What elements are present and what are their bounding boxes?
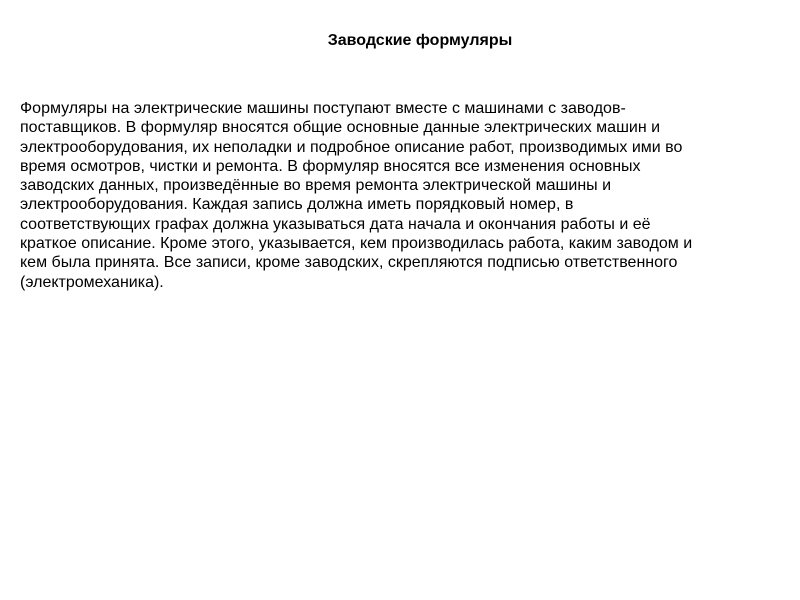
body-line: краткое описание. Кроме этого, указывается, кем производилась работа, каким заводом и — [20, 235, 693, 253]
body-line: электрооборудования, их неполадки и подробное описание работ, производимых ими во — [20, 138, 683, 156]
body-line: соответствующих графах должна указываться дата начала и окончания работы и её — [20, 215, 651, 233]
body-line: заводских данных, произведённые во время ремонта электрической машины и — [20, 177, 612, 195]
body-line: Формуляры на электрические машины поступают вместе с машинами с заводов- — [20, 100, 626, 117]
body-line: время осмотров, чистки и ремонта. В формуляр вносятся все изменения основных — [20, 157, 641, 175]
body-line: кем была принята. Все записи, кроме заводских, скрепляются подписью ответственного — [20, 254, 678, 272]
slide-title: Заводские формуляры — [327, 32, 513, 49]
body-line: поставщиков. В формуляр вносятся общие основные данные электрических машин и — [20, 119, 661, 137]
body-line: (электромеханика). — [20, 273, 164, 291]
slide-body-text — [20, 99, 790, 292]
body-line: электрооборудования. Каждая запись должна иметь порядковый номер, в — [20, 196, 574, 214]
